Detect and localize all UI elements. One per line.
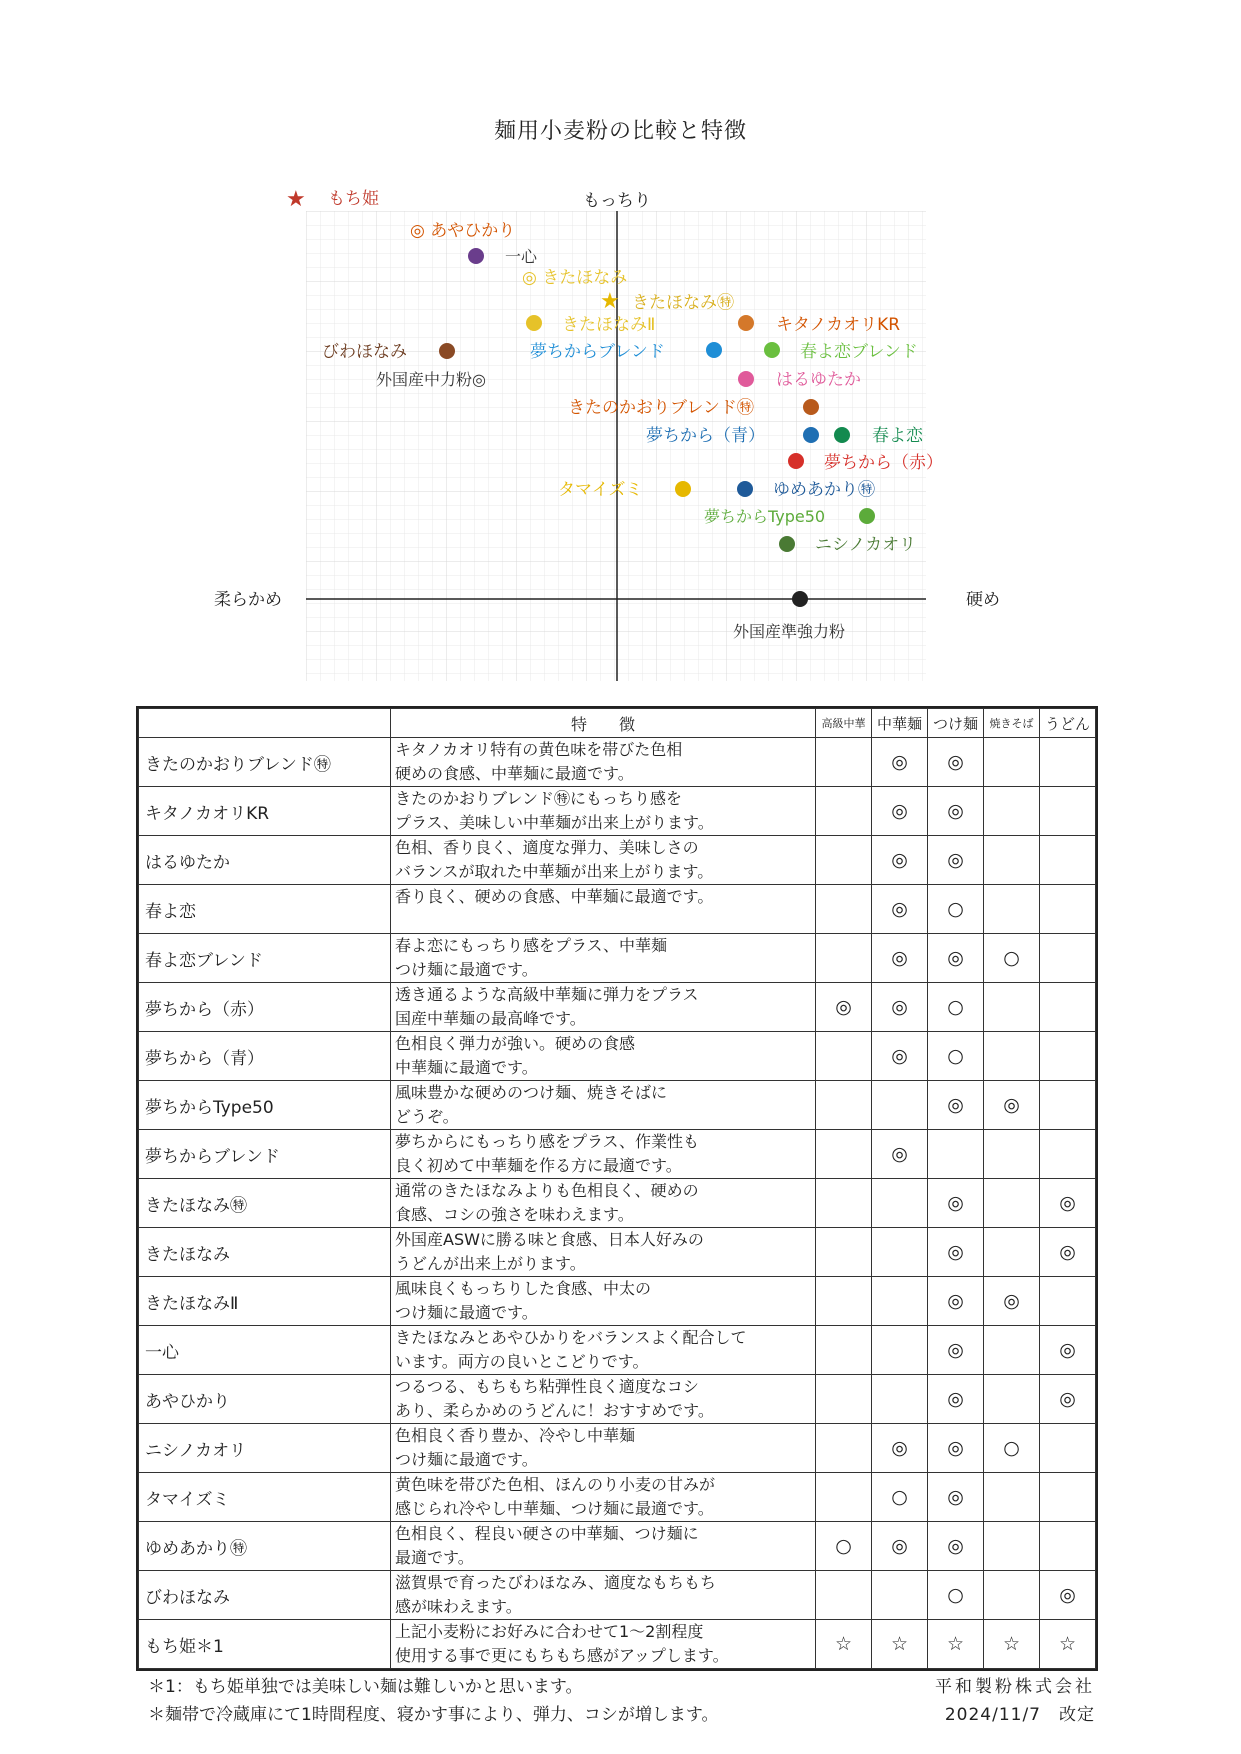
yumechikara-type50-dot <box>859 508 875 524</box>
table-row <box>139 1620 1096 1669</box>
mark-kokyu-chuka <box>816 1326 872 1375</box>
legend-label: もち姫 <box>328 189 379 209</box>
row-name: もち姫＊1 <box>139 1620 391 1669</box>
haruyokoi-blend-dot <box>764 342 780 358</box>
mark-yakisoba <box>984 738 1040 787</box>
header-chukamen: 中華麺 <box>872 709 928 738</box>
feature-line: 色相良く、程良い硬さの中華麺、つけ麺に <box>395 1524 699 1543</box>
mark-tsukemen: ◎ <box>928 1424 984 1473</box>
map-label-kitanokaori-blend: きたのかおりブレンド㊕ <box>568 398 754 418</box>
mark-chukamen <box>872 1228 928 1277</box>
map-label-gaikoku-chuuriki: 外国産中力粉◎ <box>376 370 486 389</box>
feature-line: 食感、コシの強さを味わえます。 <box>395 1205 634 1224</box>
feature-line: 香り良く、硬めの食感、中華麺に最適です。 <box>395 887 714 906</box>
header-udon: うどん <box>1040 709 1096 738</box>
table-header-row <box>139 709 1096 738</box>
row-feature <box>391 1081 816 1130</box>
feature-line: 夢ちからにもっちり感をプラス、作業性も <box>395 1132 700 1151</box>
mark-tsukemen: ○ <box>928 983 984 1032</box>
gaikoku-junkyouriki-dot <box>792 591 808 607</box>
table-row <box>139 1130 1096 1179</box>
mark-yakisoba <box>984 1326 1040 1375</box>
map-label-yumechikara-ao: 夢ちから（青） <box>646 426 765 446</box>
feature-line: つけ麺に最適です。 <box>395 960 538 979</box>
feature-line: 黄色味を帯びた色相、ほんのり小麦の甘みが <box>395 1475 716 1494</box>
row-feature <box>391 934 816 983</box>
row-feature <box>391 738 816 787</box>
mark-yakisoba <box>984 1228 1040 1277</box>
row-name: きたほなみⅡ <box>139 1277 391 1326</box>
mark-yakisoba: ☆ <box>984 1620 1040 1669</box>
mark-udon <box>1040 934 1096 983</box>
mark-kokyu-chuka <box>816 885 872 934</box>
row-feature <box>391 1326 816 1375</box>
haruyokoi-dot <box>834 427 850 443</box>
row-name: 夢ちからブレンド <box>139 1130 391 1179</box>
mark-tsukemen <box>928 1130 984 1179</box>
mark-tsukemen: ◎ <box>928 1375 984 1424</box>
row-feature <box>391 1228 816 1277</box>
mark-tsukemen: ☆ <box>928 1620 984 1669</box>
table-row <box>139 738 1096 787</box>
feature-line: キタノカオリ特有の黄色味を帯びた色相 <box>395 740 683 759</box>
mark-kokyu-chuka <box>816 1375 872 1424</box>
mark-tsukemen: ◎ <box>928 1277 984 1326</box>
kitanokaori-kr-dot <box>738 315 754 331</box>
table-row <box>139 1375 1096 1424</box>
mark-udon: ◎ <box>1040 1228 1096 1277</box>
haruyutaka-dot <box>738 371 754 387</box>
mark-yakisoba <box>984 836 1040 885</box>
feature-line: 通常のきたほなみよりも色相良く、硬めの <box>395 1181 699 1200</box>
mark-tsukemen: ◎ <box>928 1473 984 1522</box>
row-feature <box>391 885 816 934</box>
footnotes <box>148 1673 718 1729</box>
mark-chukamen: ☆ <box>872 1620 928 1669</box>
row-name: あやひかり <box>139 1375 391 1424</box>
feature-line: 良く初めて中華麺を作る方に最適です。 <box>395 1156 682 1175</box>
mark-tsukemen: ◎ <box>928 1081 984 1130</box>
tamaizumi-dot <box>675 481 691 497</box>
mark-yakisoba <box>984 1179 1040 1228</box>
mark-chukamen: ◎ <box>872 934 928 983</box>
header-kokyu-chuka: 高級中華 <box>816 709 872 738</box>
feature-line: うどんが出来上がります。 <box>395 1254 586 1273</box>
feature-line: 滋賀県で育ったびわほなみ、適度なもちもち <box>395 1573 716 1592</box>
mark-udon <box>1040 1424 1096 1473</box>
row-feature <box>391 1571 816 1620</box>
row-name: 春よ恋ブレンド <box>139 934 391 983</box>
mark-udon: ◎ <box>1040 1571 1096 1620</box>
mark-tsukemen: ◎ <box>928 1326 984 1375</box>
feature-line: 透き通るような高級中華麺に弾力をプラス <box>395 985 699 1004</box>
table-row <box>139 1326 1096 1375</box>
mark-chukamen: ◎ <box>872 738 928 787</box>
mark-yakisoba <box>984 885 1040 934</box>
feature-line: プラス、美味しい中華麺が出来上がります。 <box>395 813 714 832</box>
feature-line: 硬めの食感、中華麺に最適です。 <box>395 764 634 783</box>
mark-udon <box>1040 738 1096 787</box>
feature-line: 中華麺に最適です。 <box>395 1058 538 1077</box>
mark-udon <box>1040 983 1096 1032</box>
mark-yakisoba: ○ <box>984 1424 1040 1473</box>
mark-tsukemen: ◎ <box>928 1522 984 1571</box>
nishinokaori-dot <box>779 536 795 552</box>
mark-yakisoba <box>984 1473 1040 1522</box>
comparison-table <box>138 708 1096 1669</box>
row-name: きたほなみ㊕ <box>139 1179 391 1228</box>
row-name: びわほなみ <box>139 1571 391 1620</box>
mark-yakisoba: ○ <box>984 934 1040 983</box>
isshin-dot <box>468 248 484 264</box>
table-row <box>139 1179 1096 1228</box>
mark-chukamen <box>872 1326 928 1375</box>
yumeakari-dot <box>737 481 753 497</box>
row-name: 夢ちからType50 <box>139 1081 391 1130</box>
row-name: 夢ちから（赤） <box>139 983 391 1032</box>
mark-yakisoba <box>984 787 1040 836</box>
feature-line: つけ麺に最適です。 <box>395 1450 538 1469</box>
mark-kokyu-chuka <box>816 1228 872 1277</box>
mark-chukamen: ◎ <box>872 836 928 885</box>
header-name <box>139 709 391 738</box>
row-feature <box>391 1130 816 1179</box>
star-icon: ★ <box>286 187 306 212</box>
mark-kokyu-chuka <box>816 787 872 836</box>
kitanokaori-blend-dot <box>803 399 819 415</box>
row-name: 一心 <box>139 1326 391 1375</box>
mark-kokyu-chuka <box>816 1032 872 1081</box>
mark-kokyu-chuka <box>816 836 872 885</box>
mark-tsukemen: ○ <box>928 1032 984 1081</box>
mark-udon: ◎ <box>1040 1326 1096 1375</box>
yumechikara-blend-dot <box>706 342 722 358</box>
mark-udon <box>1040 1081 1096 1130</box>
mark-yakisoba <box>984 983 1040 1032</box>
row-feature <box>391 1032 816 1081</box>
map-label-kitanokaori-kr: キタノカオリKR <box>776 315 901 335</box>
yumechikara-ao-dot <box>803 427 819 443</box>
mark-yakisoba <box>984 1032 1040 1081</box>
mark-tsukemen: ◎ <box>928 836 984 885</box>
mark-chukamen: ◎ <box>872 885 928 934</box>
map-label-isshin: 一心 <box>505 247 538 266</box>
row-feature <box>391 787 816 836</box>
mark-yakisoba: ◎ <box>984 1081 1040 1130</box>
feature-line: 風味良くもっちりした食感、中太の <box>395 1279 652 1298</box>
feature-line: 使用する事で更にもちもち感がアップします。 <box>395 1646 729 1665</box>
mark-kokyu-chuka <box>816 1179 872 1228</box>
table-row <box>139 934 1096 983</box>
mark-chukamen: ◎ <box>872 1522 928 1571</box>
mark-udon <box>1040 836 1096 885</box>
feature-line: つるつる、もちもち粘弾性良く適度なコシ <box>395 1377 699 1396</box>
kitahonami-toku-star-icon: ★ <box>600 289 620 314</box>
row-feature <box>391 1179 816 1228</box>
mark-kokyu-chuka <box>816 934 872 983</box>
mark-chukamen: ◎ <box>872 1424 928 1473</box>
table-row <box>139 1228 1096 1277</box>
map-label-kitahonami2: きたほなみⅡ <box>562 315 656 335</box>
map-label-ayahikari: ◎ あやひかり <box>410 221 516 241</box>
feature-line: 色相良く香り豊か、冷やし中華麺 <box>395 1426 636 1445</box>
mark-tsukemen: ○ <box>928 885 984 934</box>
feature-line: 色相、香り良く、適度な弾力、美味しさの <box>395 838 699 857</box>
row-name: ニシノカオリ <box>139 1424 391 1473</box>
mark-kokyu-chuka: ○ <box>816 1522 872 1571</box>
row-feature <box>391 983 816 1032</box>
axis-top-label: もっちり <box>583 191 651 211</box>
mark-chukamen <box>872 1375 928 1424</box>
row-name: きたのかおりブレンド㊕ <box>139 738 391 787</box>
mark-chukamen <box>872 1179 928 1228</box>
row-feature <box>391 1424 816 1473</box>
mark-yakisoba <box>984 1571 1040 1620</box>
mark-chukamen <box>872 1571 928 1620</box>
mark-udon <box>1040 787 1096 836</box>
feature-line: 色相良く弾力が強い。硬めの食感 <box>395 1034 636 1053</box>
map-label-yumechikara-blend: 夢ちからブレンド <box>530 342 665 362</box>
yumechikara-aka-dot <box>788 453 804 469</box>
mark-kokyu-chuka <box>816 1277 872 1326</box>
feature-line: きたのかおりブレンド㊕にもっちり感を <box>395 789 682 808</box>
row-feature <box>391 1522 816 1571</box>
mark-udon <box>1040 885 1096 934</box>
mark-chukamen <box>872 1277 928 1326</box>
mark-kokyu-chuka <box>816 1130 872 1179</box>
feature-line: バランスが取れた中華麺が出来上がります。 <box>395 862 714 881</box>
mark-udon: ◎ <box>1040 1179 1096 1228</box>
row-feature <box>391 1620 816 1669</box>
map-label-yumeakari: ゆめあかり㊕ <box>773 480 875 500</box>
map-label-haruyokoi: 春よ恋 <box>872 426 923 446</box>
map-label-nishinokaori: ニシノカオリ <box>815 535 917 555</box>
mark-tsukemen: ◎ <box>928 787 984 836</box>
table-row <box>139 1277 1096 1326</box>
mark-yakisoba: ◎ <box>984 1277 1040 1326</box>
flour-positioning-map <box>0 0 1241 700</box>
mark-udon <box>1040 1277 1096 1326</box>
feature-line: 最適です。 <box>395 1548 474 1567</box>
mark-tsukemen: ◎ <box>928 1228 984 1277</box>
map-label-haruyutaka: はるゆたか <box>776 370 861 390</box>
map-label-haruyokoi-blend: 春よ恋ブレンド <box>800 342 918 362</box>
mark-udon: ◎ <box>1040 1375 1096 1424</box>
mark-yakisoba <box>984 1130 1040 1179</box>
mark-chukamen: ◎ <box>872 787 928 836</box>
row-feature <box>391 1375 816 1424</box>
feature-line: 風味豊かな硬めのつけ麺、焼きそばに <box>395 1083 668 1102</box>
row-feature <box>391 1473 816 1522</box>
footnote-2: ＊麺帯で冷蔵庫にて1時間程度、寝かす事により、弾力、コシが増します。 <box>148 1705 719 1725</box>
mark-tsukemen: ◎ <box>928 1179 984 1228</box>
table-row <box>139 983 1096 1032</box>
mark-chukamen: ◎ <box>872 1032 928 1081</box>
mark-kokyu-chuka: ☆ <box>816 1620 872 1669</box>
mark-kokyu-chuka: ◎ <box>816 983 872 1032</box>
mark-tsukemen: ◎ <box>928 934 984 983</box>
mark-udon <box>1040 1130 1096 1179</box>
mark-kokyu-chuka <box>816 738 872 787</box>
mark-udon <box>1040 1473 1096 1522</box>
feature-line: 外国産ASWに勝る味と食感、日本人好みの <box>395 1230 704 1249</box>
feature-line: 春よ恋にもっちり感をプラス、中華麺 <box>395 936 668 955</box>
row-name: 夢ちから（青） <box>139 1032 391 1081</box>
mark-kokyu-chuka <box>816 1473 872 1522</box>
header-yakisoba: 焼きそば <box>984 709 1040 738</box>
table-row <box>139 787 1096 836</box>
table-row <box>139 885 1096 934</box>
axis-right-label: 硬め <box>966 590 1000 610</box>
kitahonami2-dot <box>526 315 542 331</box>
row-name: ゆめあかり㊕ <box>139 1522 391 1571</box>
company-name: 平和製粉株式会社 <box>935 1677 1095 1697</box>
biwahonami-dot <box>439 343 455 359</box>
map-label-kitahonami-toku: きたほなみ㊕ <box>632 293 734 313</box>
header-tsukemen: つけ麺 <box>928 709 984 738</box>
table-row <box>139 1473 1096 1522</box>
mark-kokyu-chuka <box>816 1424 872 1473</box>
feature-line: 感じられ冷やし中華麺、つけ麺に最適です。 <box>395 1499 714 1518</box>
row-name: キタノカオリKR <box>139 787 391 836</box>
map-label-kitahonami: ◎ きたほなみ <box>522 268 628 288</box>
map-label-tamaizumi: タマイズミ <box>558 480 643 500</box>
footnote-1: ＊1：もち姫単独では美味しい麺は難しいかと思います。 <box>148 1677 583 1697</box>
row-name: はるゆたか <box>139 836 391 885</box>
company-block <box>935 1673 1095 1729</box>
feature-line: あり、柔らかめのうどんに！おすすめです。 <box>395 1401 714 1420</box>
row-feature <box>391 1277 816 1326</box>
mark-tsukemen: ○ <box>928 1571 984 1620</box>
feature-line: つけ麺に最適です。 <box>395 1303 538 1322</box>
feature-line: います。両方の良いとこどりです。 <box>395 1352 649 1371</box>
map-label-yumechikara-type50: 夢ちからType50 <box>704 507 826 526</box>
table-row <box>139 1424 1096 1473</box>
map-label-gaikoku-junkyouriki: 外国産準強力粉 <box>733 622 846 641</box>
mark-chukamen: ○ <box>872 1473 928 1522</box>
mark-udon: ☆ <box>1040 1620 1096 1669</box>
mark-kokyu-chuka <box>816 1081 872 1130</box>
mark-udon <box>1040 1522 1096 1571</box>
row-name: タマイズミ <box>139 1473 391 1522</box>
map-label-biwahonami: びわほなみ <box>322 342 407 362</box>
mark-chukamen: ◎ <box>872 983 928 1032</box>
mark-yakisoba <box>984 1375 1040 1424</box>
feature-line: きたほなみとあやひかりをバランスよく配合して <box>395 1328 747 1347</box>
mark-chukamen: ◎ <box>872 1130 928 1179</box>
row-feature <box>391 836 816 885</box>
map-label-yumechikara-aka: 夢ちから（赤） <box>824 453 943 473</box>
header-feature: 特 徴 <box>391 709 816 738</box>
feature-line: 国産中華麺の最高峰です。 <box>395 1009 586 1028</box>
row-name: 春よ恋 <box>139 885 391 934</box>
table-row <box>139 1081 1096 1130</box>
revision-date: 2024/11/7 改定 <box>944 1705 1095 1725</box>
table-row <box>139 1522 1096 1571</box>
feature-line: 上記小麦粉にお好みに合わせて1～2割程度 <box>395 1622 704 1641</box>
feature-line: どうぞ。 <box>395 1107 459 1126</box>
table-row <box>139 1032 1096 1081</box>
table-row <box>139 836 1096 885</box>
row-name: きたほなみ <box>139 1228 391 1277</box>
page-title: 麺用小麦粉の比較と特徴 <box>493 119 747 144</box>
mark-kokyu-chuka <box>816 1571 872 1620</box>
feature-line: 感が味わえます。 <box>395 1597 522 1616</box>
mark-yakisoba <box>984 1522 1040 1571</box>
table-row <box>139 1571 1096 1620</box>
mark-tsukemen: ◎ <box>928 738 984 787</box>
mark-udon <box>1040 1032 1096 1081</box>
mark-chukamen <box>872 1081 928 1130</box>
axis-left-label: 柔らかめ <box>214 590 282 610</box>
